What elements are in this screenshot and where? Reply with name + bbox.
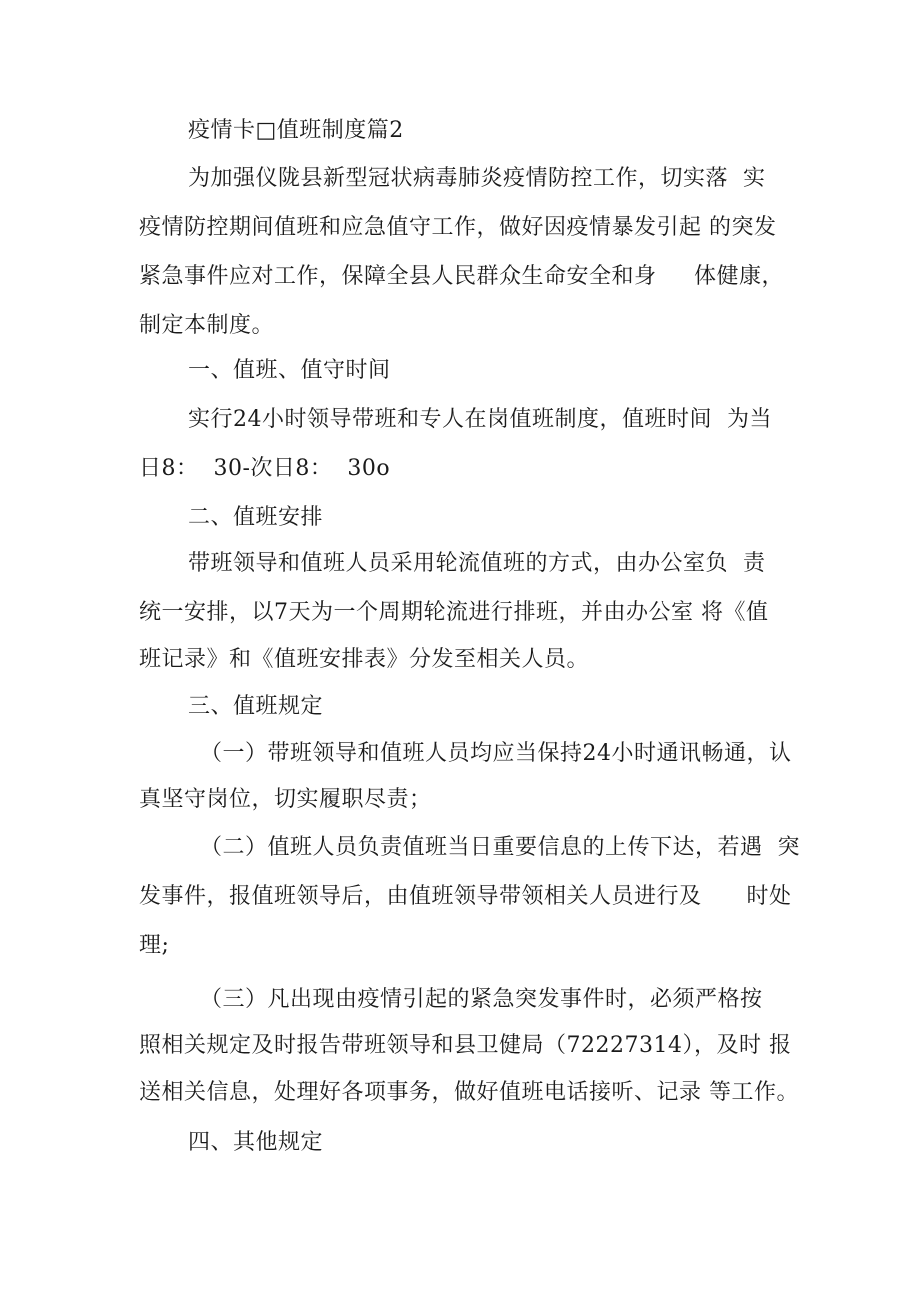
section3-item3-line-3: 送相关信息，处理好各项事务，做好值班电话接听、记录 等工作。 bbox=[139, 1080, 799, 1105]
section1-line-2: 日8： 30-次日8： 30o bbox=[139, 456, 391, 481]
section3-item3-line-1: （三）凡出现由疫情引起的紧急突发事件时，必须严格按 bbox=[200, 987, 763, 1012]
section3-item3-line-2: 照相关规定及时报告带班领导和县卫健局（72227314），及时 报 bbox=[139, 1033, 792, 1058]
section2-line-1: 带班领导和值班人员采用轮流值班的方式，由办公室负 责 bbox=[188, 551, 766, 576]
document-title: 疫情卡□值班制度篇2 bbox=[188, 118, 404, 143]
intro-line-2: 疫情防控期间值班和应急值守工作，做好因疫情暴发引起 的突发 bbox=[139, 215, 777, 240]
section4-heading: 四、其他规定 bbox=[188, 1130, 324, 1155]
intro-line-4: 制定本制度。 bbox=[139, 313, 275, 338]
section1-line-1: 实行24小时领导带班和专人在岗值班制度，值班时间 为当 bbox=[188, 407, 772, 432]
section2-line-2: 统一安排，以7天为一个周期轮流进行排班，并由办公室 将《值 bbox=[139, 600, 769, 625]
intro-line-3: 紧急事件应对工作，保障全县人民群众生命安全和身 体健康， bbox=[139, 264, 784, 289]
section3-item1-line-1: （一）带班领导和值班人员均应当保持24小时通讯畅通，认 bbox=[200, 741, 792, 766]
intro-line-1: 为加强仪陇县新型冠状病毒肺炎疫情防控工作，切实落 实 bbox=[188, 166, 766, 191]
section3-item2-line-3: 理; bbox=[139, 933, 170, 958]
section2-line-3: 班记录》和《值班安排表》分发至相关人员。 bbox=[139, 647, 590, 672]
section2-heading: 二、值班安排 bbox=[188, 505, 324, 530]
section3-item2-line-2: 发事件，报值班领导后，由值班领导带领相关人员进行及 时处 bbox=[139, 884, 792, 909]
section3-item1-line-2: 真坚守岗位，切实履职尽责； bbox=[139, 787, 432, 812]
section3-heading: 三、值班规定 bbox=[188, 694, 324, 719]
section3-item2-line-1: （二）值班人员负责值班当日重要信息的上传下达，若遇 突 bbox=[200, 835, 800, 860]
section1-heading: 一、值班、值守时间 bbox=[188, 358, 391, 383]
